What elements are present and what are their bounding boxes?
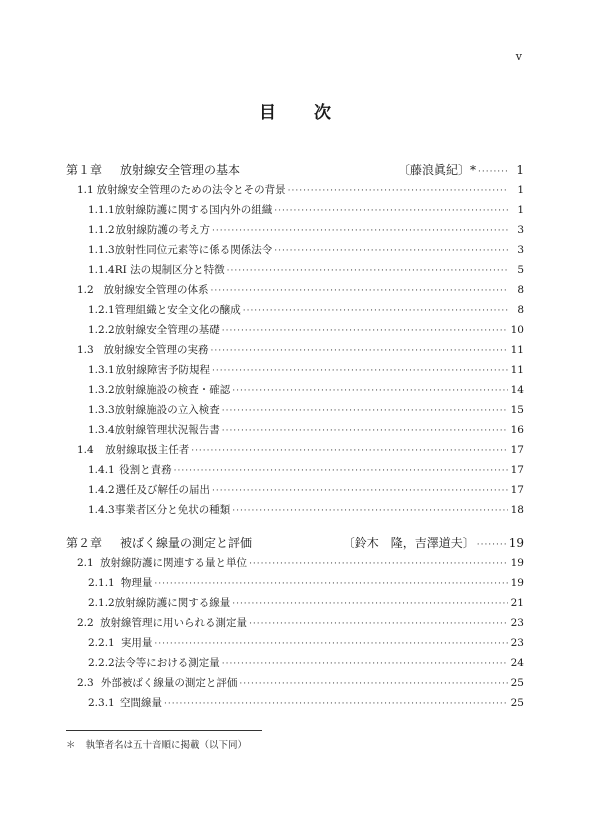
toc-dot-leader	[210, 341, 508, 361]
toc-entry[interactable]	[66, 300, 524, 320]
toc-entry-number: 2.2.2	[88, 657, 115, 669]
toc-dot-leader	[274, 201, 508, 221]
toc-entry-page-number: 8	[517, 284, 524, 296]
toc-entry[interactable]	[66, 593, 524, 613]
toc-entry[interactable]	[66, 553, 524, 573]
toc-entry-page-number: 8	[517, 304, 524, 316]
toc-entry-number: 1.2	[77, 284, 94, 296]
toc-entry-number: 1.3.2	[88, 384, 115, 396]
toc-entry-number: 1.4.2	[88, 484, 115, 496]
toc-entry-page-number: 3	[517, 224, 524, 236]
toc-entry-page-number: 10	[510, 324, 524, 336]
page-title	[0, 98, 590, 123]
toc-dot-leader	[478, 162, 508, 182]
toc-entry-number: 2.1	[77, 557, 94, 569]
toc-entry-page-number: 23	[510, 617, 524, 629]
toc-entry[interactable]	[66, 633, 524, 653]
toc-dot-leader	[249, 614, 508, 634]
toc-entry[interactable]	[66, 400, 524, 420]
toc-entry[interactable]	[66, 613, 524, 633]
toc-entry-title: 放射線安全管理の体系	[103, 284, 209, 296]
toc-entry-number: 2.3	[77, 677, 94, 689]
toc-entry-title: 外部被ばく線量の測定と評価	[100, 677, 238, 689]
toc-entry-page-number: 5	[517, 264, 524, 276]
toc-entry-page-number: 11	[510, 364, 524, 376]
toc-dot-leader	[174, 461, 508, 481]
toc-entry[interactable]	[66, 480, 524, 500]
toc-dot-leader	[222, 421, 508, 441]
toc-dot-leader	[274, 241, 508, 261]
toc-entry-number: 1.2.2	[88, 324, 115, 336]
toc-entry-page-number: 19	[510, 577, 524, 589]
toc-entry-title: 放射線取扱主任者	[105, 444, 190, 456]
toc-entry-title: RI 法の規制区分と特徴	[114, 264, 225, 276]
toc-entry-title: 放射線施設の検査・確認	[114, 384, 231, 396]
toc-entry-title: 物理量	[120, 577, 153, 589]
toc-entry-number: 1.3.1	[88, 364, 115, 376]
toc-entry-number: 1.4.1	[88, 464, 115, 476]
toc-entry[interactable]	[66, 240, 524, 260]
toc-entry-page-number: 17	[510, 444, 524, 456]
toc-entry-number: 2.2.1	[88, 637, 115, 649]
toc-entry-page-number: 18	[510, 504, 524, 516]
toc-entry-page-number: 25	[510, 697, 524, 709]
toc-entry-page-number: 19	[508, 536, 524, 550]
toc-entry-page-number: 17	[510, 484, 524, 496]
toc-entry-title: 放射線施設の立入検査	[114, 404, 220, 416]
toc-entry-page-number: 19	[510, 557, 524, 569]
toc-entry-title: 実用量	[120, 637, 153, 649]
toc-dot-leader	[232, 594, 508, 614]
page-title-char-2: 次	[314, 103, 331, 123]
toc-entry-number: 1.3	[77, 344, 94, 356]
toc-dot-leader	[154, 574, 508, 594]
toc-entry-number: 1.1.4	[88, 264, 115, 276]
toc-dot-leader	[222, 654, 508, 674]
toc-entry-page-number: 3	[517, 244, 524, 256]
footnote	[66, 737, 247, 751]
toc-entry-title: 放射線防護に関する国内外の組織	[114, 204, 273, 216]
toc-entry-page-number: 15	[510, 404, 524, 416]
toc-entry[interactable]	[66, 693, 524, 713]
toc-entry-number: 1.1.1	[88, 204, 115, 216]
toc-entry-authors: 〔鈴木 隆，吉澤道夫〕	[342, 536, 475, 550]
toc-entry-title: 放射線防護に関連する量と単位	[100, 557, 248, 569]
toc-entry[interactable]	[66, 320, 524, 340]
toc-entry[interactable]	[66, 673, 524, 693]
toc-entry[interactable]	[66, 653, 524, 673]
toc-entry[interactable]	[66, 420, 524, 440]
toc-entry-title: 事業者区分と免状の種類	[114, 504, 231, 516]
toc-entry-number: 第１章	[66, 163, 103, 177]
toc-entry-number: 1.2.1	[88, 304, 115, 316]
toc-dot-leader	[191, 441, 508, 461]
toc-chapter-entry[interactable]	[66, 160, 524, 180]
toc-entry-title: 放射線安全管理の実務	[103, 344, 209, 356]
toc-entry-number: 1.1	[77, 184, 94, 196]
toc-dot-leader	[249, 554, 508, 574]
toc-dot-leader	[239, 674, 508, 694]
toc-dot-leader	[232, 501, 508, 521]
toc-entry-number: 1.1.2	[88, 224, 115, 236]
toc-entry-number: 2.2	[77, 617, 94, 629]
toc-entry-number: 1.4	[77, 444, 94, 456]
toc-dot-leader	[222, 401, 508, 421]
toc-entry[interactable]	[66, 220, 524, 240]
toc-entry[interactable]	[66, 340, 524, 360]
toc-entry-title: 被ばく線量の測定と評価	[120, 536, 253, 550]
toc-entry-page-number: 14	[510, 384, 524, 396]
toc-entry[interactable]	[66, 280, 524, 300]
toc-entry-title: 役割と責務	[119, 464, 172, 476]
toc-dot-leader	[222, 321, 508, 341]
toc-dot-leader	[212, 221, 508, 241]
toc-entry-page-number: 24	[510, 657, 524, 669]
toc-entry[interactable]	[66, 440, 524, 460]
page-title-char-1: 目	[259, 103, 276, 123]
toc-entry-title: 選任及び解任の届出	[115, 484, 211, 496]
toc-entry-page-number: 17	[510, 464, 524, 476]
toc-entry-title: 法令等における測定量	[114, 657, 220, 669]
toc-entry[interactable]	[66, 180, 524, 200]
toc-entry-title: 放射線安全管理のための法令とその背景	[96, 184, 286, 196]
toc-entry-title: 放射線防護に関する線量	[114, 597, 231, 609]
toc-dot-leader	[227, 261, 508, 281]
toc-entry-page-number: 1	[516, 163, 524, 177]
toc-entry-number: 第２章	[66, 536, 103, 550]
toc-dot-leader	[477, 535, 507, 555]
toc-entry[interactable]	[66, 460, 524, 480]
toc-entry-page-number: 21	[510, 597, 524, 609]
toc-entry-title: 管理組織と安全文化の醸成	[114, 304, 241, 316]
toc-entry-page-number: 1	[517, 204, 524, 216]
toc-entry-title: 放射線管理状況報告書	[114, 424, 220, 436]
toc-dot-leader	[154, 634, 508, 654]
toc-dot-leader	[212, 361, 508, 381]
toc-dot-leader	[288, 181, 508, 201]
toc-entry[interactable]	[66, 360, 524, 380]
page-number: v	[515, 50, 522, 63]
toc-entry-number: 1.4.3	[88, 504, 115, 516]
toc-entry-number: 1.1.3	[88, 244, 115, 256]
toc-chapter-entry[interactable]	[66, 533, 524, 553]
toc-entry-title: 放射線管理に用いられる測定量	[100, 617, 248, 629]
toc-entry-page-number: 11	[510, 344, 524, 356]
footnote-mark: ＊	[66, 740, 76, 751]
toc-dot-leader	[212, 481, 508, 501]
toc-entry-page-number: 16	[510, 424, 524, 436]
toc-entry-title: 放射線障害予防規程	[115, 364, 211, 376]
toc-entry-title: 空間線量	[120, 697, 163, 709]
toc-dot-leader	[164, 694, 508, 714]
toc-dot-leader	[243, 301, 508, 321]
toc-entry-number: 2.1.2	[88, 597, 115, 609]
toc-entry[interactable]	[66, 573, 524, 593]
toc-entry[interactable]	[66, 500, 524, 520]
toc-entry-page-number: 25	[510, 677, 524, 689]
toc-entry-number: 1.3.4	[88, 424, 115, 436]
toc-entry-authors: 〔藤浪眞紀〕*	[397, 163, 476, 177]
table-of-contents	[66, 160, 524, 713]
toc-entry[interactable]	[66, 260, 524, 280]
toc-entry-number: 2.1.1	[88, 577, 115, 589]
toc-entry-number: 2.3.1	[88, 697, 115, 709]
toc-dot-leader	[232, 381, 508, 401]
toc-entry[interactable]	[66, 200, 524, 220]
toc-entry-page-number: 23	[510, 637, 524, 649]
footnote-text: 執筆者名は五十音順に掲載（以下同）	[85, 740, 248, 751]
toc-entry-page-number: 1	[517, 184, 524, 196]
toc-entry-title: 放射線防護の考え方	[115, 224, 211, 236]
toc-entry-number: 1.3.3	[88, 404, 115, 416]
toc-dot-leader	[210, 281, 508, 301]
footnote-divider	[66, 730, 262, 731]
toc-entry-title: 放射線安全管理の基本	[120, 163, 241, 177]
toc-entry-title: 放射線安全管理の基礎	[114, 324, 220, 336]
toc-entry[interactable]	[66, 380, 524, 400]
toc-entry-title: 放射性同位元素等に係る関係法令	[114, 244, 273, 256]
